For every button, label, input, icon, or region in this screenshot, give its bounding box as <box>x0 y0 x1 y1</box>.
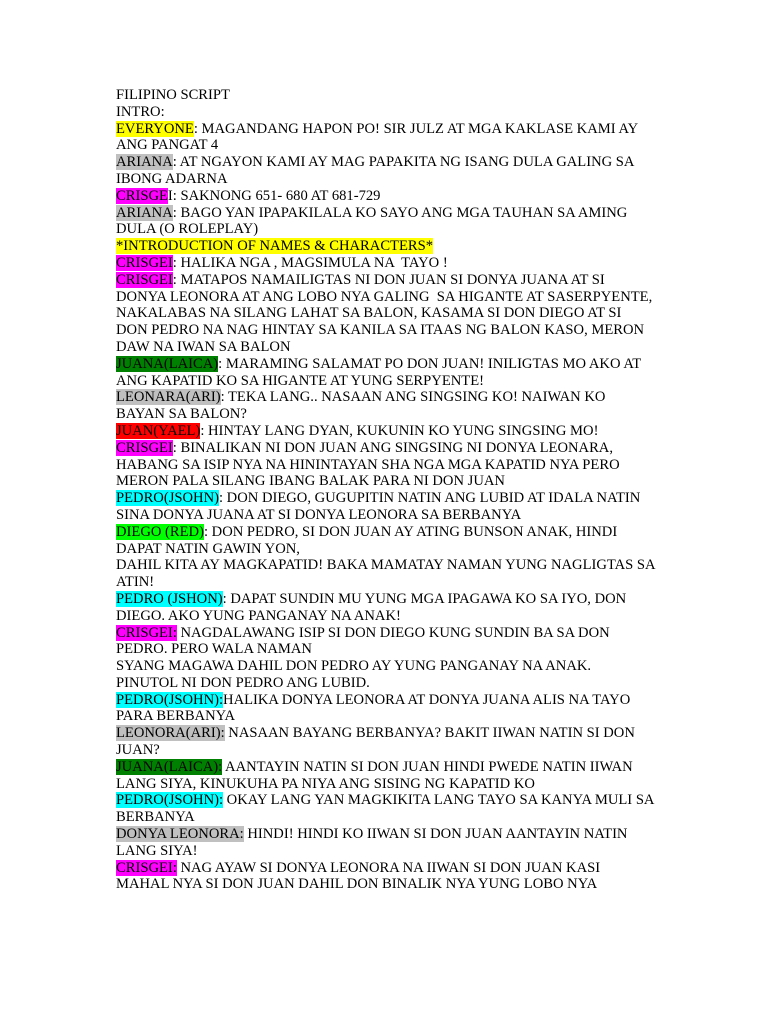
dialogue-line <box>116 860 656 894</box>
dialogue-line <box>116 205 656 239</box>
speaker-label: EVERYONE <box>116 120 194 137</box>
speaker-label: DONYA LEONORA: <box>116 826 244 843</box>
speaker-label: PEDRO(JSOHN) <box>116 490 219 507</box>
speaker-label: LEONARA(ARI) <box>116 389 221 406</box>
dialogue-text: : MAGANDANG HAPON PO! SIR JULZ AT MGA KAKLASE KAMI AY ANG PANGAT 4 <box>116 120 641 154</box>
dialogue-line <box>116 826 656 860</box>
speaker-label: CRISGEI: <box>116 859 177 876</box>
script-document <box>116 87 656 893</box>
dialogue-line <box>116 423 656 440</box>
dialogue-text: OKAY LANG YAN MAGKIKITA LANG TAYO SA KANYA MULI SA BERBANYA <box>116 792 658 826</box>
dialogue-line <box>116 692 656 726</box>
dialogue-line <box>116 188 656 205</box>
dialogue-line <box>116 356 656 390</box>
dialogue-text: DAHIL KITA AY MAGKAPATID! BAKA MAMATAY NAMAN YUNG NAGLIGTAS SA ATIN! <box>116 557 658 591</box>
dialogue-line <box>116 625 656 659</box>
dialogue-line <box>116 440 656 490</box>
dialogue-line <box>116 591 656 625</box>
dialogue-text: : HALIKA NGA , MAGSIMULA NA TAYO ! <box>172 254 448 271</box>
dialogue-text: : TEKA LANG.. NASAAN ANG SINGSING KO! NAIWAN KO BAYAN SA BALON? <box>116 389 610 423</box>
dialogue-line <box>116 255 656 272</box>
dialogue-text: : AT NGAYON KAMI AY MAG PAPAKITA NG ISANG DULA GALING SA IBONG ADARNA <box>116 154 638 187</box>
speaker-label: JUAN(YAEL) <box>116 422 201 439</box>
dialogue-line <box>116 557 656 591</box>
speaker-label: JUANA(LAICA): <box>116 758 223 775</box>
dialogue-line <box>116 524 656 558</box>
dialogue-line <box>116 792 656 826</box>
speaker-label: PEDRO (JSHON) <box>116 590 223 607</box>
dialogue-text: : DON PEDRO, SI DON JUAN AY ATING BUNSON ANAK, HINDI DAPAT NATIN GAWIN YON, <box>116 523 621 557</box>
dialogue-text: : DON DIEGO, GUGUPITIN NATIN ANG LUBID AT IDALA NATIN SINA DONYA JUANA AT SI DONYA LEONORA SA BERBANYA <box>116 490 644 523</box>
speaker-label: CRISGEI <box>116 271 173 288</box>
dialogue-line <box>116 658 656 692</box>
speaker-label: PEDRO(JSOHN): <box>116 792 224 809</box>
dialogue-line <box>116 305 656 355</box>
dialogue-line <box>116 154 656 188</box>
dialogue-text: NAG AYAW SI DONYA LEONORA NA IIWAN SI DON JUAN KASI MAHAL NYA SI DON JUAN DAHIL DON BINALIK NYA YUNG LOBO NYA <box>116 859 604 893</box>
dialogue-text: : BAGO YAN IPAPAKILALA KO SAYO ANG MGA TAUHAN SA AMING DULA (O ROLEPLAY) <box>116 204 631 238</box>
speaker-label: CRISGEI <box>116 254 173 271</box>
dialogue-text: : MATAPOS NAMAILIGTAS NI DON JUAN SI DONYA JUANA AT SI DONYA LEONORA AT ANG LOBO NYA GALING SA HIGANTE AT SASERPYENTE, <box>116 271 653 305</box>
dialogue-line <box>116 759 656 793</box>
dialogue-line <box>116 389 656 423</box>
speaker-label: *INTRODUCTION OF NAMES & CHARACTERS* <box>116 238 434 255</box>
dialogue-line <box>116 238 656 255</box>
dialogue-text: NASAAN BAYANG BERBANYA? BAKIT IIWAN NATIN SI DON JUAN? <box>116 725 639 759</box>
speaker-label: ARIANA <box>116 154 173 171</box>
dialogue-text: SYANG MAGAWA DAHIL DON PEDRO AY YUNG PANGANAY NA ANAK. PINUTOL NI DON PEDRO ANG LUBID. <box>116 658 595 691</box>
dialogue-list <box>116 121 656 894</box>
dialogue-text: AANTAYIN NATIN SI DON JUAN HINDI PWEDE NATIN IIWAN LANG SIYA, KINUKUHA PA NIYA ANG SISING NG KAPATID KO <box>116 758 637 792</box>
dialogue-text: : MARAMING SALAMAT PO DON JUAN! INILIGTAS MO AKO AT ANG KAPATID KO SA HIGANTE AT YUNG SERPYENTE! <box>116 355 644 389</box>
dialogue-text: HINDI! HINDI KO IIWAN SI DON JUAN AANTAYIN NATIN LANG SIYA! <box>116 826 632 859</box>
intro-heading: INTRO: <box>116 103 165 120</box>
dialogue-text: NAKALABAS NA SILANG LAHAT SA BALON, KASAMA SI DON DIEGO AT SI DON PEDRO NA NAG HINTAY SA KANILA SA ITAAS NG BALON KASO, MERON DAW NA IWAN SA BALON <box>116 305 648 355</box>
speaker-label: ARIANA <box>116 204 173 221</box>
dialogue-line <box>116 121 656 155</box>
speaker-label: JUANA(LAICA) <box>116 355 219 372</box>
dialogue-line <box>116 725 656 759</box>
document-title: FILIPINO SCRIPT <box>116 87 230 103</box>
dialogue-text: NAGDALAWANG ISIP SI DON DIEGO KUNG SUNDIN BA SA DON PEDRO. PERO WALA NAMAN <box>116 624 614 658</box>
speaker-label: PEDRO(JSOHN): <box>116 691 224 708</box>
dialogue-line <box>116 490 656 524</box>
speaker-label: CRISGEI: <box>116 624 177 641</box>
dialogue-text: : HINTAY LANG DYAN, KUKUNIN KO YUNG SINGSING MO! <box>200 422 599 439</box>
dialogue-text: : BINALIKAN NI DON JUAN ANG SINGSING NI DONYA LEONARA, HABANG SA ISIP NYA NA HININTAYAN SHA NGA MGA KAPATID NYA PERO MERON PALA SILANG IBANG BALAK PARA NI DON JUAN <box>116 439 624 490</box>
speaker-label: DIEGO (RED) <box>116 523 204 540</box>
dialogue-text: : DAPAT SUNDIN MU YUNG MGA IPAGAWA KO SA IYO, DON DIEGO. AKO YUNG PANGANAY NA ANAK! <box>116 590 630 624</box>
speaker-label: CRISGE <box>116 187 168 204</box>
dialogue-text: HALIKA DONYA LEONORA AT DONYA JUANA ALIS NA TAYO PARA BERBANYA <box>116 691 634 725</box>
dialogue-text: I: SAKNONG 651- 680 AT 681-729 <box>167 187 381 204</box>
speaker-label: LEONORA(ARI): <box>116 725 225 742</box>
speaker-label: CRISGEI <box>116 439 173 456</box>
dialogue-line <box>116 272 656 306</box>
